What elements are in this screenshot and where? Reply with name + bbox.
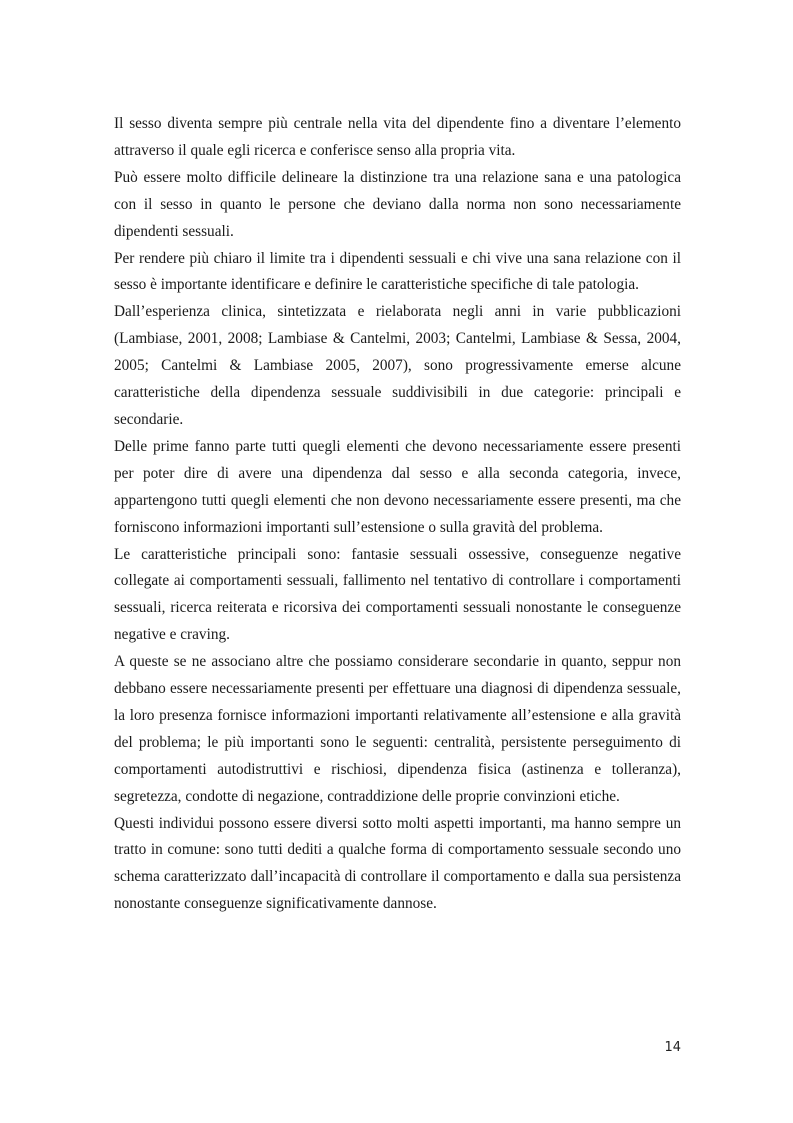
page-number: 14 [664,1040,681,1055]
paragraph-1: Il sesso diventa sempre più centrale nella vita del dipendente fino a diventare l’elemento attraverso il quale egli ricerca e conferisce senso alla propria vita. [114,115,681,159]
body-text [114,111,681,918]
paragraph-8: Questi individui possono essere diversi sotto molti aspetti importanti, ma hanno sempre un tratto in comune: sono tutti dediti a qualche forma di comportamento sessuale secondo uno schema caratterizzato dall’incapacità di controllare il comportamento e dalla sua persistenza nonostante conseguenze significativamente dannose. [114,814,681,913]
paragraph-3: Per rendere più chiaro il limite tra i dipendenti sessuali e chi vive una sana relazione con il sesso è importante identificare e definire le caratteristiche specifiche di tale patologia. [114,249,681,294]
paragraph-5: Delle prime fanno parte tutti quegli elementi che devono necessariamente essere presenti per poter dire di avere una dipendenza dal sesso e alla seconda categoria, invece, appartengono tutti quegli elementi che non devono necessariamente essere presenti, ma che forniscono informazioni importanti sull’estensione o sulla gravità del problema. [114,437,681,536]
paragraph-6: Le caratteristiche principali sono: fantasie sessuali ossessive, conseguenze negative collegate ai comportamenti sessuali, fallimento nel tentativo di controllare i comportamenti sessuali, ricerca reiterata e ricorsiva dei comportamenti sessuali nonostante le conseguenze negative e craving. [114,545,681,644]
paragraph-2: Può essere molto difficile delineare la distinzione tra una relazione sana e una patologica con il sesso in quanto le persone che deviano dalla norma non sono necessariamente dipendenti sessuali. [114,168,681,240]
paragraph-4: Dall’esperienza clinica, sintetizzata e rielaborata negli anni in varie pubblicazioni (Lambiase, 2001, 2008; Lambiase & Cantelmi, 2003; Cantelmi, Lambiase & Sessa, 2004, 2005; Cantelmi & Lambiase 2005, 2007), sono progressivamente emerse alcune caratteristiche della dipendenza sessuale suddivisibili in due categorie: principali e secondarie. [114,303,681,428]
paragraph-7: A queste se ne associano altre che possiamo considerare secondarie in quanto, seppur non debbano essere necessariamente presenti per effettuare una diagnosi di dipendenza sessuale, la loro presenza fornisce informazioni importanti relativamente all’estensione e alla gravità del problema; le più importanti sono le seguenti: centralità, persistente perseguimento di comportamenti autodistruttivi e rischiosi, dipendenza fisica (astinenza e tolleranza), segretezza, condotte di negazione, contraddizione delle proprie convinzioni etiche. [114,653,681,805]
